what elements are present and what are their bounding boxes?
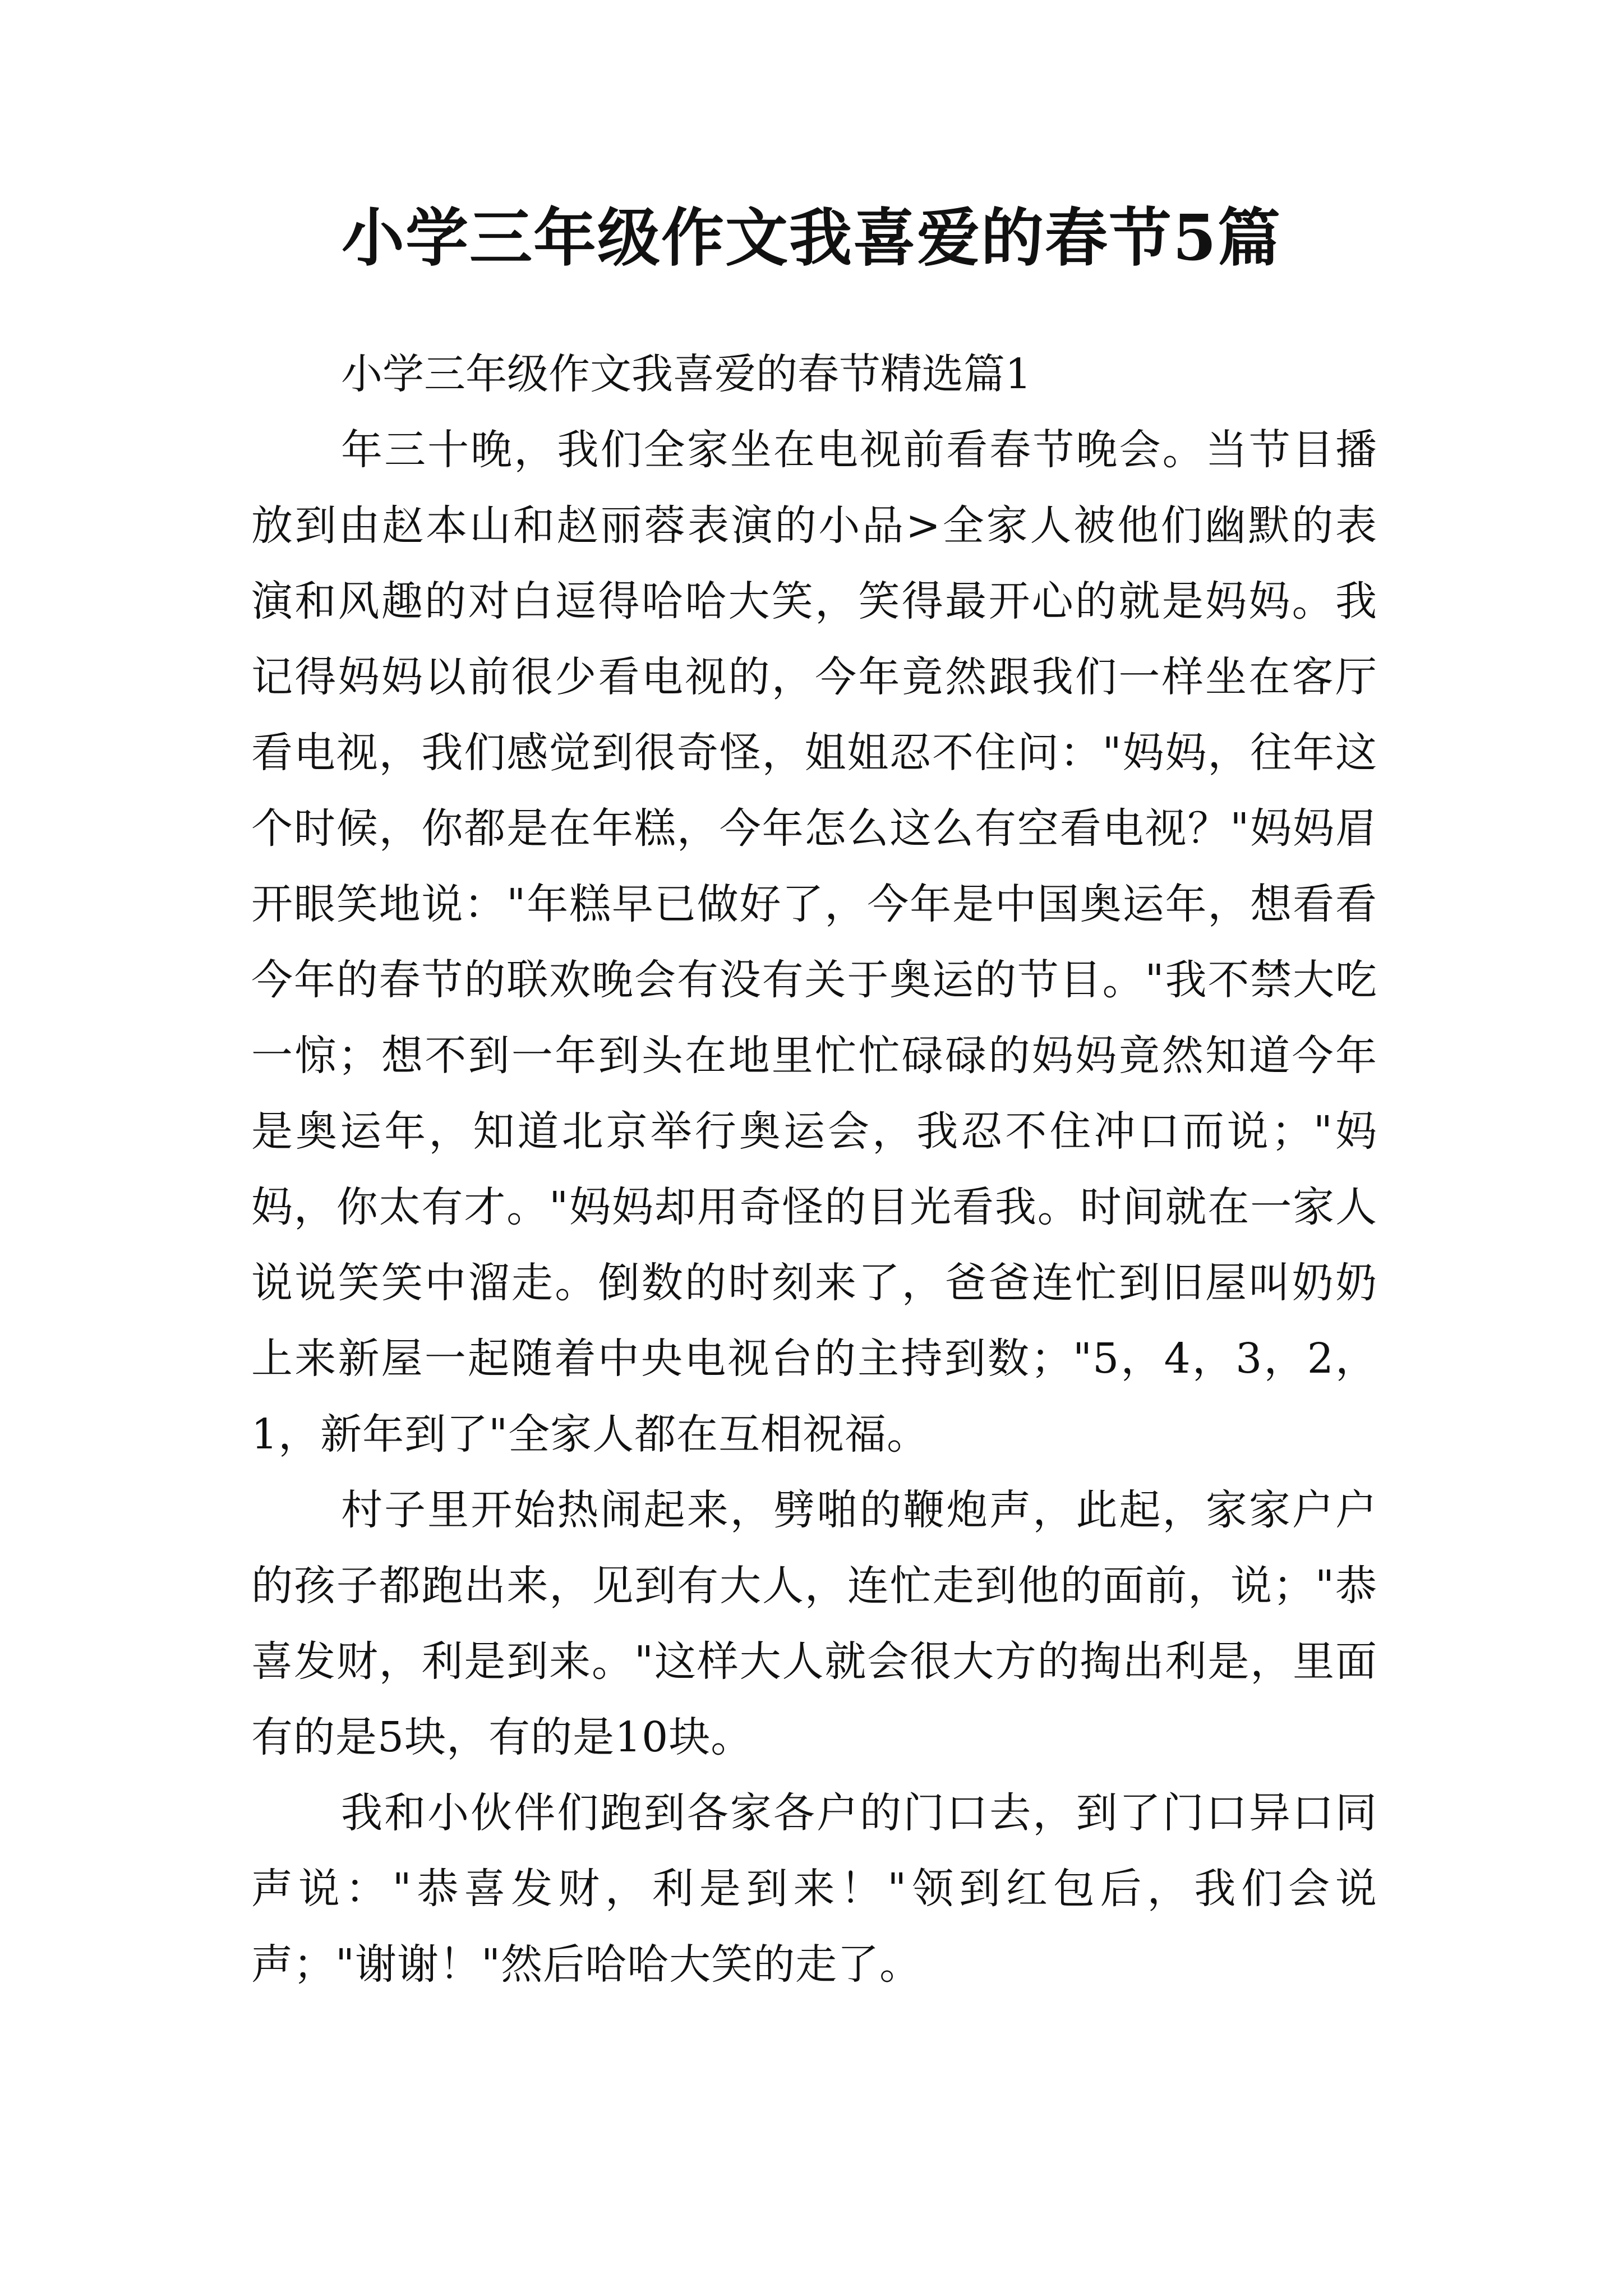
document-title: 小学三年级作文我喜爱的春节5篇 (342, 201, 1281, 275)
paragraph-3: 我和小伙伴们跑到各家各户的门口去，到了门口异口同声说："恭喜发财，利是到来！"领到红包后，我们会说声；"谢谢！"然后哈哈大笑的走了。 (251, 1789, 1377, 1989)
paragraph-2: 村子里开始热闹起来，劈啪的鞭炮声，此起，家家户户的孩子都跑出来，见到有大人，连忙走到他的面前，说；"恭喜发财，利是到来。"这样大人就会很大方的掏出利是，里面有的是5块，有的是10块。 (251, 1486, 1377, 1761)
section-heading: 小学三年级作文我喜爱的春节精选篇1 (341, 350, 1032, 398)
document-body (251, 337, 1377, 2003)
paragraph-1: 年三十晚，我们全家坐在电视前看春节晚会。当节目播放到由赵本山和赵丽蓉表演的小品>全家人被他们幽默的表演和风趣的对白逗得哈哈大笑，笑得最开心的就是妈妈。我记得妈妈以前很少看电视的，今年竟然跟我们一样坐在客厅看电视，我们感觉到很奇怪，姐姐忍不住问："妈妈，往年这个时候，你都是在年糕，今年怎么这么有空看电视？"妈妈眉开眼笑地说："年糕早已做好了，今年是中国奥运年，想看看今年的春节的联欢晚会有没有关于奥运的节目。"我不禁大吃一惊；想不到一年到头在地里忙忙碌碌的妈妈竟然知道今年是奥运年，知道北京举行奥运会，我忍不住冲口而说；"妈妈，你太有才。"妈妈却用奇怪的目光看我。时间就在一家人说说笑笑中溜走。倒数的时刻来了，爸爸连忙到旧屋叫奶奶上来新屋一起随着中央电视台的主持到数；"5，4，3，2，1，新年到了"全家人都在互相祝福。 (251, 426, 1377, 1458)
